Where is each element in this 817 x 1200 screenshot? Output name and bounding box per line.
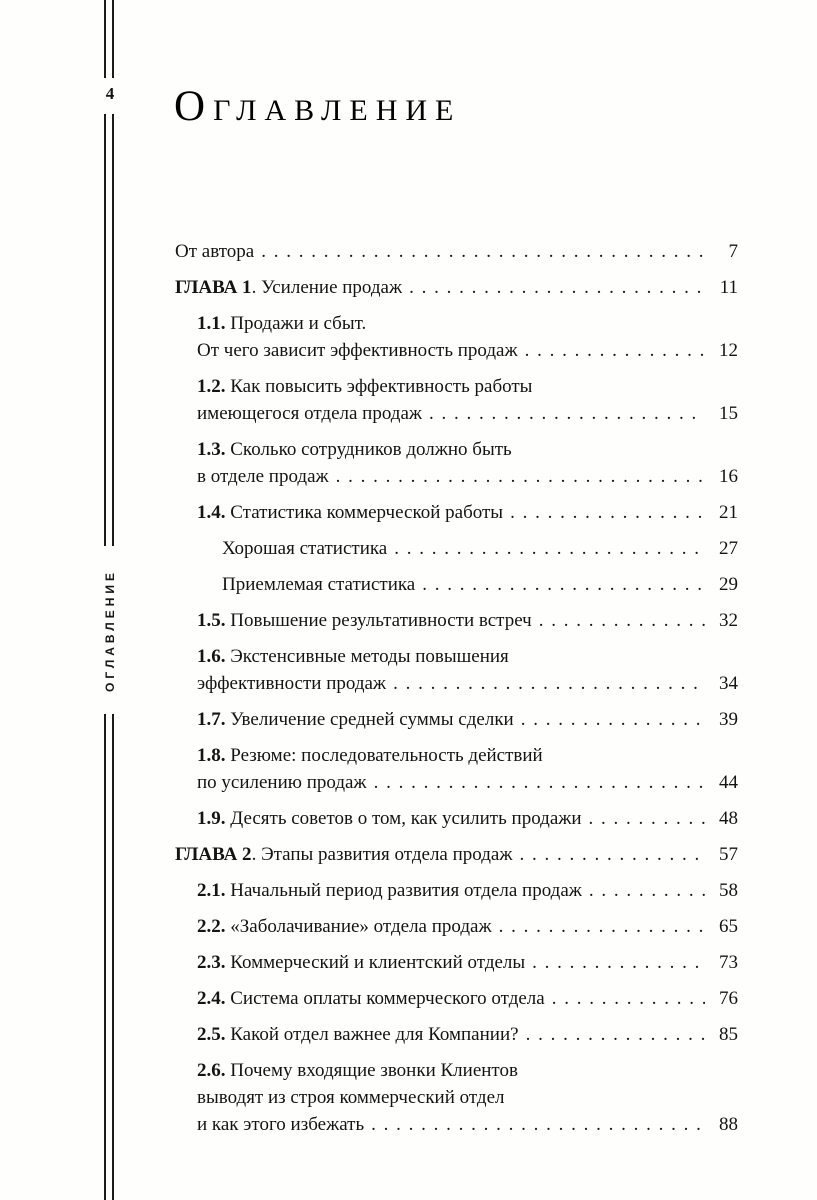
dot-leader	[336, 463, 705, 490]
dot-leader	[409, 274, 705, 301]
toc-entry	[175, 1057, 738, 1138]
toc-entry-number: 1.2.	[197, 376, 226, 397]
toc-entry-text: и как этого избежать	[197, 1114, 365, 1135]
toc-entry-line	[197, 670, 738, 697]
toc-page-ref: 29	[719, 574, 738, 595]
toc-entry-number: 1.4.	[197, 502, 226, 523]
toc-entry-number: ГЛАВА 2	[175, 844, 252, 865]
toc-entry-number: 2.1.	[197, 880, 226, 901]
toc-entry-line	[197, 463, 738, 490]
toc-entry-number: 2.6.	[197, 1060, 226, 1081]
dot-leader	[519, 841, 705, 868]
toc-entry-number: 1.7.	[197, 709, 226, 730]
toc-entry	[175, 706, 738, 733]
toc-entry-text: 2.3. Коммерческий и клиентский отделы	[197, 952, 526, 973]
toc-entry	[175, 535, 738, 562]
toc-entry	[175, 805, 738, 832]
toc-entry-line	[197, 913, 738, 940]
toc-entry-line	[197, 1111, 738, 1138]
toc-entry-line	[197, 1084, 738, 1111]
toc-entry-line	[197, 742, 738, 769]
toc-page-ref: 7	[728, 241, 738, 262]
toc-entry	[175, 841, 738, 868]
dot-leader	[510, 499, 705, 526]
toc-entry-number: ГЛАВА 1	[175, 277, 252, 298]
toc-entry-line	[197, 985, 738, 1012]
toc-entry-text: 2.5. Какой отдел важнее для Компании?	[197, 1024, 519, 1045]
dot-leader	[539, 607, 705, 634]
toc-entry-line	[197, 877, 738, 904]
dot-leader	[371, 1111, 705, 1138]
toc-entry	[175, 877, 738, 904]
toc-entry-number: 2.3.	[197, 952, 226, 973]
toc-page-ref: 76	[719, 988, 738, 1009]
toc-entry-line	[197, 1057, 738, 1084]
toc-entry-line	[175, 841, 738, 868]
toc-entry-line	[197, 499, 738, 526]
toc-entry	[175, 607, 738, 634]
toc-entry-line	[197, 310, 738, 337]
toc-entry-text: по усилению продаж	[197, 772, 367, 793]
toc-page-ref: 58	[719, 880, 738, 901]
toc-entry-number: 2.4.	[197, 988, 226, 1009]
toc-entry	[175, 985, 738, 1012]
dot-leader	[261, 238, 705, 265]
toc-entry-number: 1.5.	[197, 610, 226, 631]
toc-entry-line	[197, 400, 738, 427]
dot-leader	[552, 985, 705, 1012]
toc-entry	[175, 499, 738, 526]
dot-leader	[521, 706, 705, 733]
dot-leader	[429, 400, 705, 427]
dot-leader	[394, 535, 705, 562]
toc-entry-text: 1.9. Десять советов о том, как усилить продажи	[197, 808, 582, 829]
toc-entry-line	[197, 337, 738, 364]
toc-entry-line	[197, 436, 738, 463]
toc-entry-line	[197, 643, 738, 670]
toc-entry	[175, 436, 738, 490]
dot-leader	[526, 1021, 705, 1048]
toc-entry-text: Приемлемая статистика	[222, 574, 416, 595]
toc-page-ref: 34	[719, 673, 738, 694]
toc-entry-line	[197, 607, 738, 634]
left-rule-middle	[104, 114, 114, 546]
toc-entry-text: 2.1. Начальный период развития отдела продаж	[197, 880, 582, 901]
dot-leader	[589, 877, 705, 904]
toc-entry	[175, 274, 738, 301]
toc-page-ref: 48	[719, 808, 738, 829]
left-rule-bottom	[104, 714, 114, 1200]
toc-entry-number: 1.9.	[197, 808, 226, 829]
page-title	[174, 82, 461, 131]
page-number: 4	[105, 84, 115, 103]
toc-entry-line	[197, 949, 738, 976]
dot-leader	[393, 670, 705, 697]
toc-entry-text: ГЛАВА 1. Усиление продаж	[175, 277, 403, 298]
toc-entry-text: 1.7. Увеличение средней суммы сделки	[197, 709, 514, 730]
toc-entry-text: От автора	[175, 241, 255, 262]
toc-entry-text: 1.6. Экстенсивные методы повышения	[197, 646, 509, 667]
toc-page-ref: 73	[719, 952, 738, 973]
toc-entry-text: имеющегося отдела продаж	[197, 403, 423, 424]
toc-entry-text: эффективности продаж	[197, 673, 387, 694]
toc-entry-line	[197, 373, 738, 400]
toc-entry-line	[197, 769, 738, 796]
toc-entry	[175, 742, 738, 796]
toc-entry-number: 2.2.	[197, 916, 226, 937]
toc-entry-text: 1.3. Сколько сотрудников должно быть	[197, 439, 512, 460]
toc-entry-text: 2.4. Система оплаты коммерческого отдела	[197, 988, 545, 1009]
toc-entry-number: 1.3.	[197, 439, 226, 460]
toc-entry	[175, 373, 738, 427]
toc-entry-text: 2.6. Почему входящие звонки Клиентов	[197, 1060, 518, 1081]
toc-page-ref: 39	[719, 709, 738, 730]
toc-page-ref: 16	[719, 466, 738, 487]
dot-leader	[589, 805, 705, 832]
toc-entry-text: выводят из строя коммерческий отдел	[197, 1087, 505, 1108]
toc-entry-line	[175, 238, 738, 265]
toc-entry	[175, 643, 738, 697]
toc-entry-text: 1.2. Как повысить эффективность работы	[197, 376, 533, 397]
dot-leader	[422, 571, 705, 598]
toc-entry-text: 1.4. Статистика коммерческой работы	[197, 502, 504, 523]
toc-page-ref: 57	[719, 844, 738, 865]
dot-leader	[499, 913, 705, 940]
toc-entry-text: в отделе продаж	[197, 466, 329, 487]
toc-page-ref: 15	[719, 403, 738, 424]
toc-entry	[175, 310, 738, 364]
toc-entry	[175, 1021, 738, 1048]
sidebar-running-title: ОГЛАВЛЕНИЕ	[103, 568, 117, 692]
toc-page-ref: 65	[719, 916, 738, 937]
toc-entry-line	[197, 706, 738, 733]
toc-entry-number: 2.5.	[197, 1024, 226, 1045]
dot-leader	[374, 769, 705, 796]
toc-entry	[175, 913, 738, 940]
dot-leader	[532, 949, 705, 976]
title-rest: ГЛАВЛЕНИЕ	[213, 94, 462, 127]
toc-entry-line	[197, 805, 738, 832]
toc-entry-line	[222, 571, 738, 598]
left-rule-top	[104, 0, 114, 78]
toc-entry-number: 1.1.	[197, 313, 226, 334]
title-initial-letter: О	[174, 83, 214, 130]
toc-entry	[175, 949, 738, 976]
toc-entry-number: 1.8.	[197, 745, 226, 766]
toc-page-ref: 27	[719, 538, 738, 559]
toc-entry-text: 1.5. Повышение результативности встреч	[197, 610, 532, 631]
toc-entry-text: ГЛАВА 2. Этапы развития отдела продаж	[175, 844, 513, 865]
toc-entry-text: От чего зависит эффективность продаж	[197, 340, 518, 361]
toc-entry-text: 1.1. Продажи и сбыт.	[197, 313, 367, 334]
toc-page-ref: 11	[719, 277, 738, 298]
toc-entry-line	[197, 1021, 738, 1048]
toc-page-ref: 44	[719, 772, 738, 793]
toc-entry-text: Хорошая статистика	[222, 538, 388, 559]
toc-list	[175, 238, 738, 1147]
toc-page-ref: 88	[719, 1114, 738, 1135]
toc-entry-text: 1.8. Резюме: последовательность действий	[197, 745, 543, 766]
toc-entry	[175, 571, 738, 598]
toc-page-ref: 32	[719, 610, 738, 631]
dot-leader	[525, 337, 705, 364]
toc-entry-number: 1.6.	[197, 646, 226, 667]
toc-page-ref: 85	[719, 1024, 738, 1045]
toc-page-ref: 12	[719, 340, 738, 361]
toc-entry	[175, 238, 738, 265]
toc-entry-line	[175, 274, 738, 301]
toc-entry-line	[222, 535, 738, 562]
toc-page-ref: 21	[719, 502, 738, 523]
toc-entry-text: 2.2. «Заболачивание» отдела продаж	[197, 916, 492, 937]
